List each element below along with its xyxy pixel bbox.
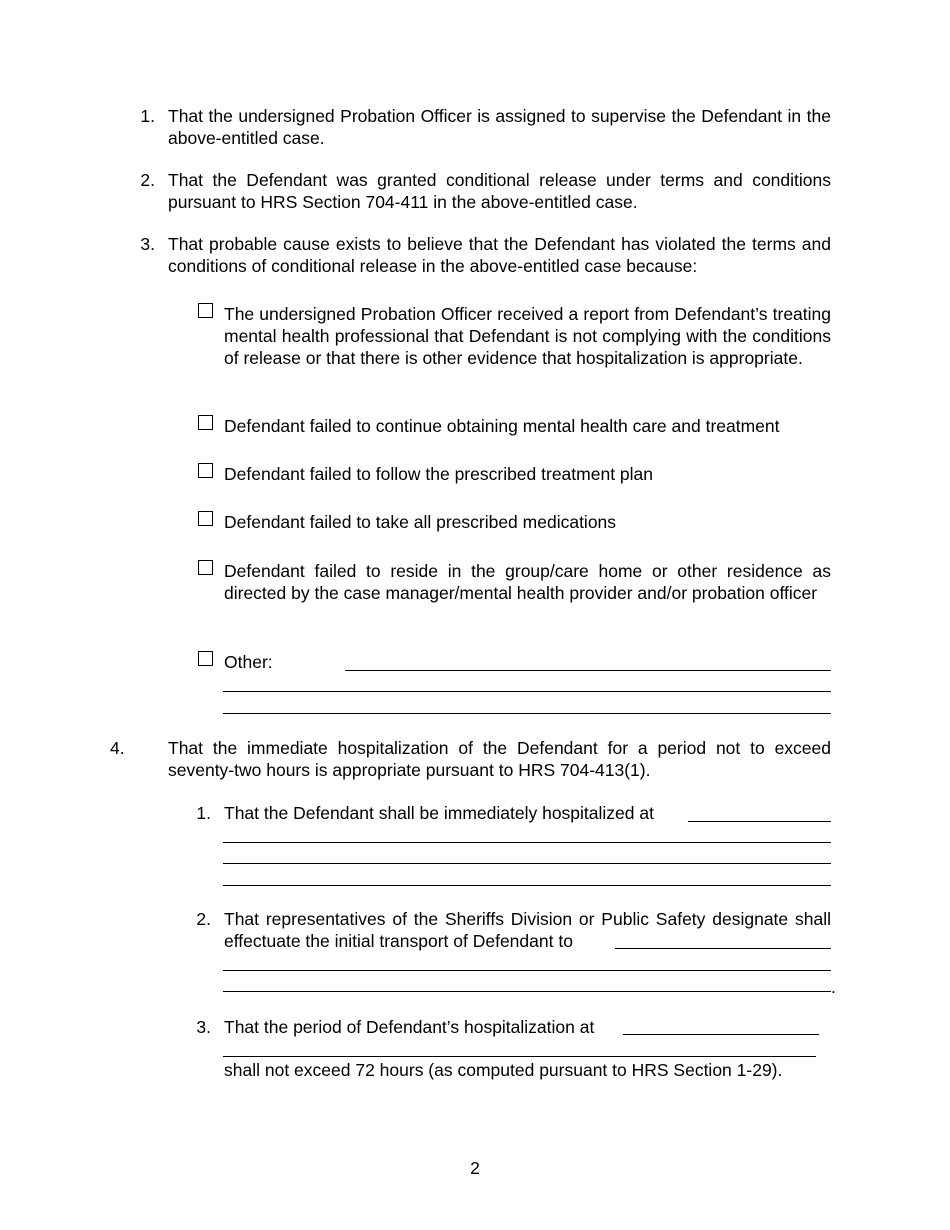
checkbox-noncompliance-report-label: The undersigned Probation Officer received a report from Defendant’s treating mental health professional that Defendant is not complying with the conditions of release or that there is other evidence that hospitalization is appropriate.	[224, 304, 831, 368]
item-3-number: 3.	[140, 234, 155, 254]
page-number: 2	[470, 1158, 480, 1178]
hospital-input-line-1[interactable]	[688, 821, 831, 822]
subitem-3-text: That the period of Defendant’s hospitalization at	[224, 1017, 595, 1037]
checkbox-mental-health-care-label: Defendant failed to continue obtaining mental health care and treatment	[224, 416, 780, 436]
subitem-2-number: 2.	[196, 909, 211, 929]
item-2-number: 2.	[140, 170, 155, 190]
checkbox-treatment-plan[interactable]	[198, 463, 213, 478]
checkbox-medications-label: Defendant failed to take all prescribed medications	[224, 512, 617, 532]
hospital-input-line-4[interactable]	[223, 885, 831, 886]
item-4-number: 4.	[110, 738, 125, 758]
other-input-line-3[interactable]	[223, 713, 831, 714]
subitem-3-tail: shall not exceed 72 hours (as computed pursuant to HRS Section 1-29).	[224, 1060, 783, 1080]
item-1-number: 1.	[140, 106, 155, 126]
item-3-text: That probable cause exists to believe that the Defendant has violated the terms and conditions of conditional release in the above-entitled case because:	[168, 234, 831, 276]
item-2-text: That the Defendant was granted conditional release under terms and conditions pursuant to HRS Section 704-411 in the above-entitled case.	[168, 170, 831, 212]
hospitalization-input-line-1[interactable]	[623, 1034, 819, 1035]
checkbox-other[interactable]	[198, 651, 213, 666]
checkbox-noncompliance-report[interactable]	[198, 303, 213, 318]
transport-input-line-3[interactable]	[223, 991, 831, 992]
subitem-1-number: 1.	[196, 803, 211, 823]
transport-input-line-1[interactable]	[615, 948, 831, 949]
transport-input-line-2[interactable]	[223, 970, 831, 971]
item-1-text: That the undersigned Probation Officer is assigned to supervise the Defendant in the above-entitled case.	[168, 106, 831, 148]
checkbox-mental-health-care[interactable]	[198, 415, 213, 430]
hospital-input-line-3[interactable]	[223, 863, 831, 864]
other-input-line-1[interactable]	[345, 670, 831, 671]
item-4-text: That the immediate hospitalization of the Defendant for a period not to exceed seventy-two hours is appropriate pursuant to HRS 704-413(1).	[168, 738, 831, 780]
checkbox-residence-label: Defendant failed to reside in the group/care home or other residence as directed by the case manager/mental health provider and/or probation officer	[224, 561, 831, 603]
checkbox-other-label: Other:	[224, 652, 273, 672]
subitem-3-number: 3.	[196, 1017, 211, 1037]
transport-period: .	[831, 977, 836, 997]
other-input-line-2[interactable]	[223, 691, 831, 692]
checkbox-treatment-plan-label: Defendant failed to follow the prescribed treatment plan	[224, 464, 654, 484]
subitem-1-text: That the Defendant shall be immediately hospitalized at	[224, 803, 654, 823]
checkbox-residence[interactable]	[198, 560, 213, 575]
checkbox-medications[interactable]	[198, 511, 213, 526]
subitem-2-text: That representatives of the Sheriffs Division or Public Safety designate shall effectuate the initial transport of Defendant to	[224, 909, 831, 951]
hospital-input-line-2[interactable]	[223, 842, 831, 843]
hospitalization-input-line-2[interactable]	[223, 1056, 816, 1057]
